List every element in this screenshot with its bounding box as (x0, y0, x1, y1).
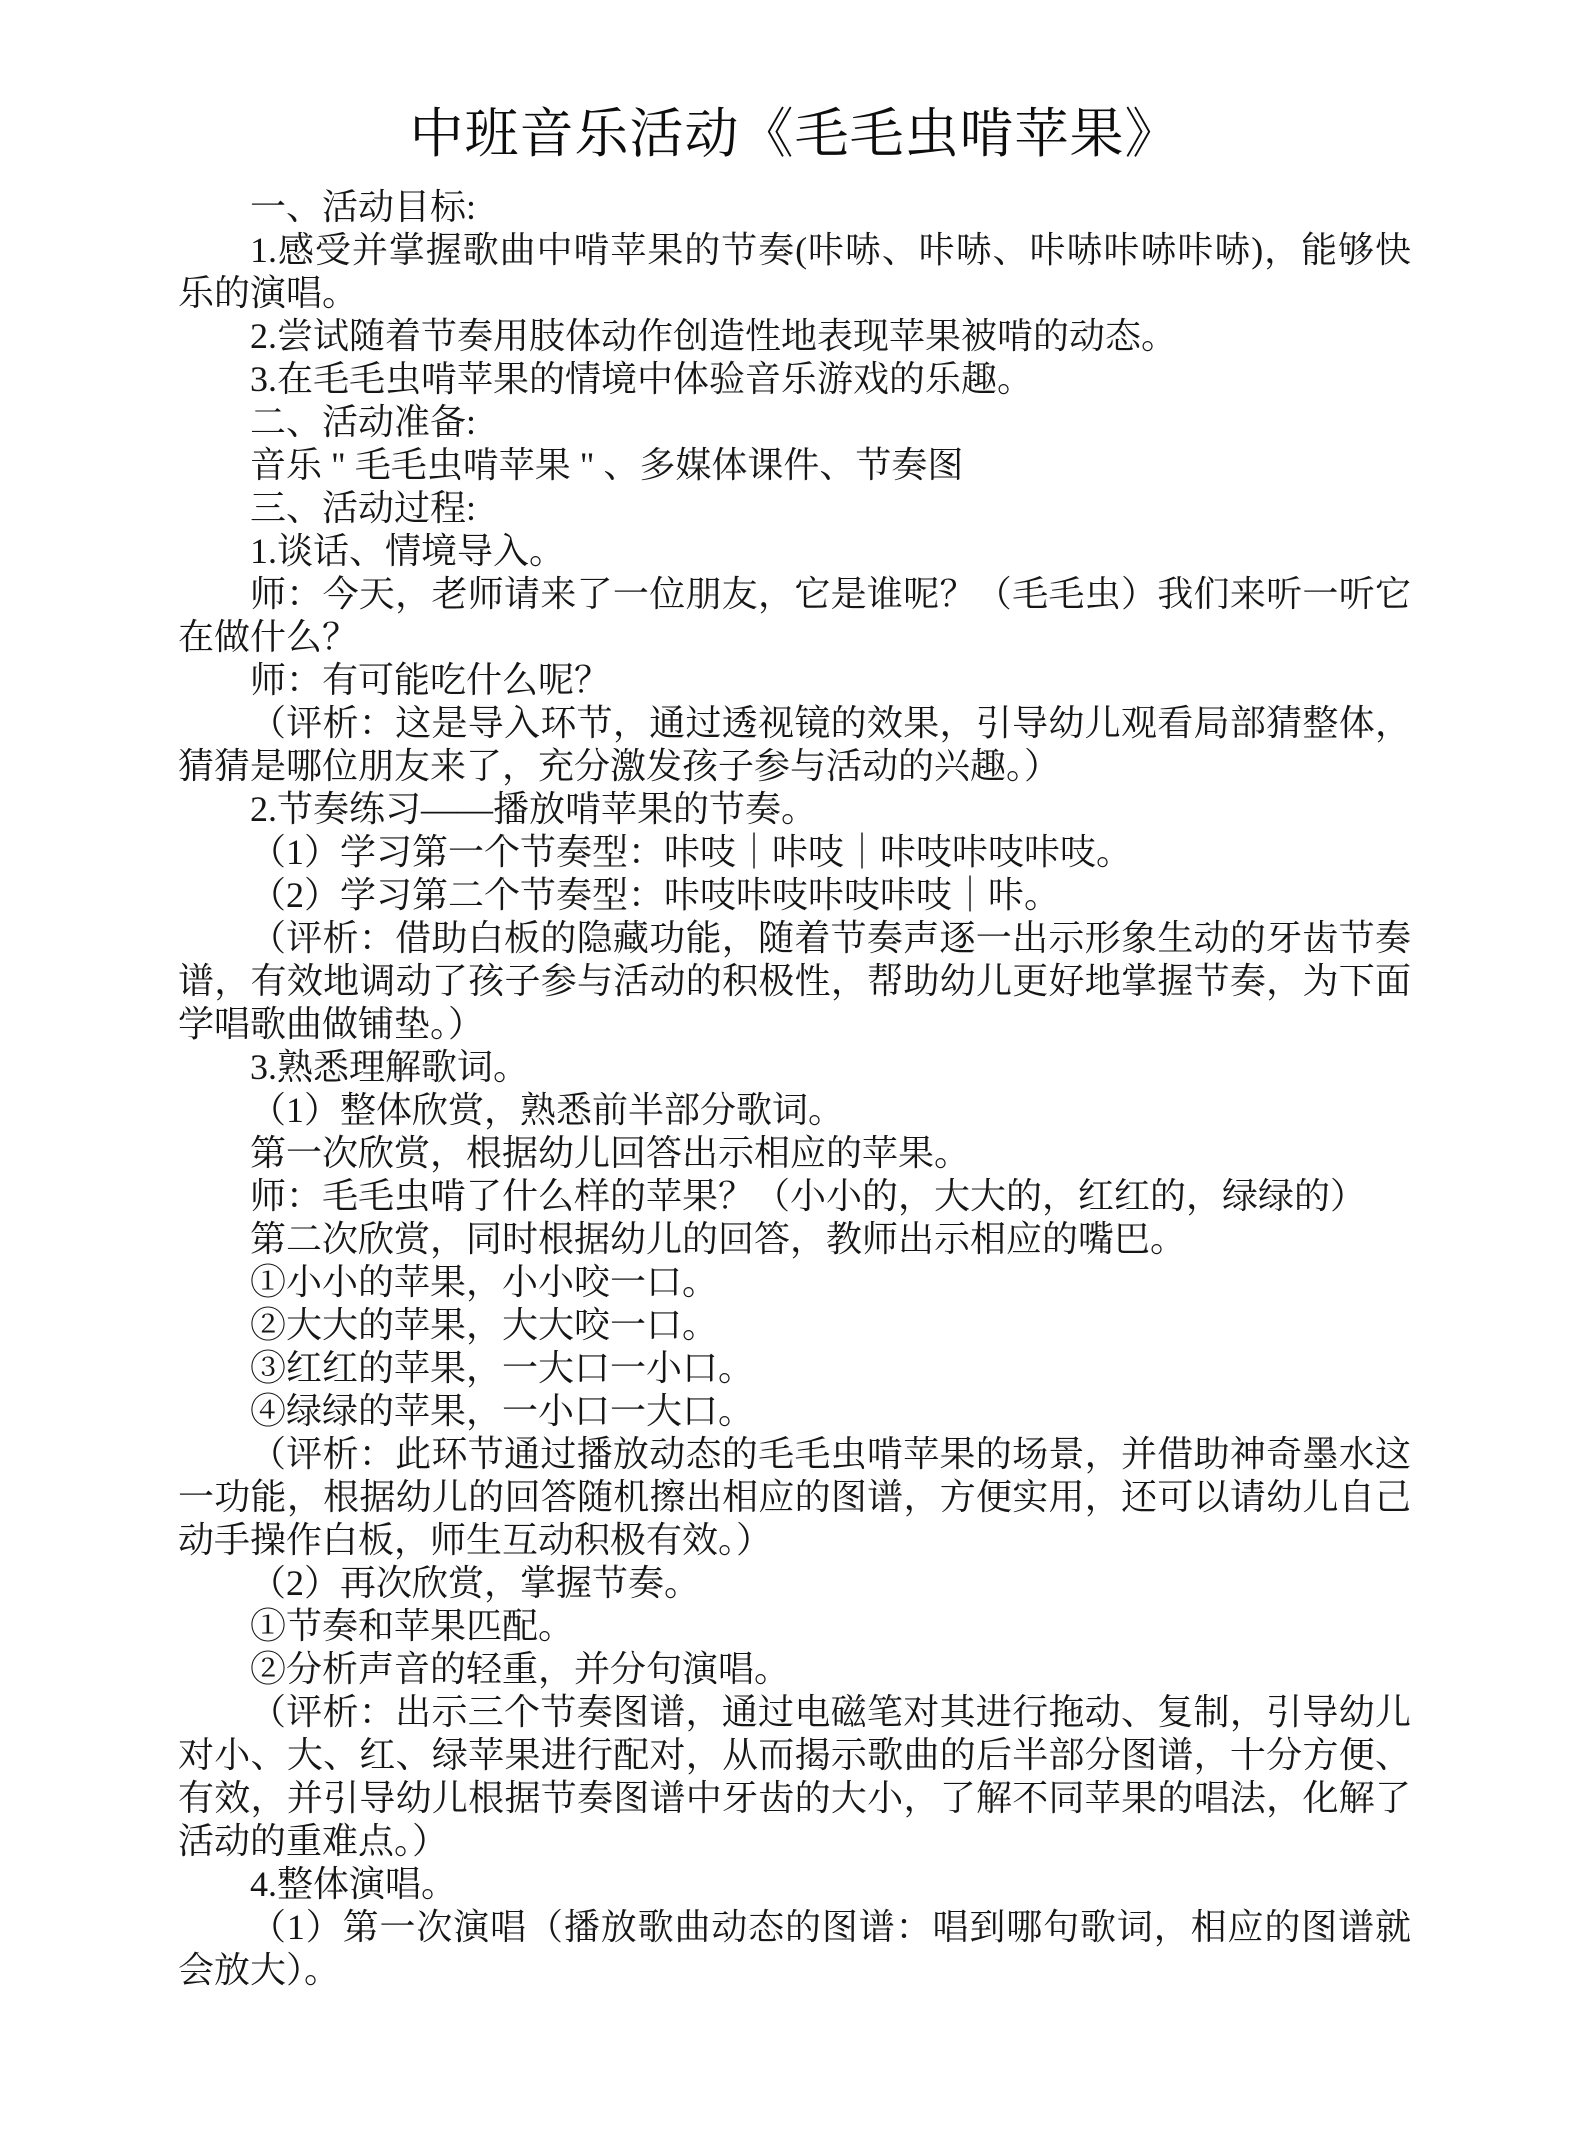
paragraph: 师：有可能吃什么呢？ (250, 660, 611, 700)
paragraph: （评析：借助白板的隐藏功能，随着节奏声逐一出示形象生动的牙齿节奏谱，有效地调动了孩子参与活动的积极性，帮助幼儿更好地掌握节奏，为下面学唱歌曲做铺垫。） (178, 918, 1411, 1044)
paragraph: 师：今天，老师请来了一位朋友，它是谁呢？（毛毛虫）我们来听一听它在做什么？ (178, 574, 1411, 657)
paragraph: （评析：此环节通过播放动态的毛毛虫啃苹果的场景，并借助神奇墨水这一功能，根据幼儿的回答随机擦出相应的图谱，方便实用，还可以请幼儿自己动手操作白板，师生互动积极有效。） (178, 1434, 1411, 1560)
paragraph: 二、活动准备: (250, 402, 477, 442)
paragraph: ④绿绿的苹果，一小口一大口。 (250, 1391, 755, 1431)
paragraph: 2.尝试随着节奏用肢体动作创造性地表现苹果被啃的动态。 (250, 316, 1178, 356)
paragraph: （1）学习第一个节奏型：咔吱｜咔吱｜咔吱咔吱咔吱。 (250, 832, 1133, 872)
paragraph: 第二次欣赏，同时根据幼儿的回答，教师出示相应的嘴巴。 (250, 1219, 1187, 1259)
document-title: 中班音乐活动《毛毛虫啃苹果》 (409, 104, 1180, 164)
paragraph: 师：毛毛虫啃了什么样的苹果？（小小的，大大的，红红的，绿绿的） (250, 1176, 1367, 1216)
paragraph: 第一次欣赏，根据幼儿回答出示相应的苹果。 (250, 1133, 971, 1173)
paragraph: （1）整体欣赏，熟悉前半部分歌词。 (250, 1090, 845, 1130)
paragraph: ③红红的苹果，一大口一小口。 (250, 1348, 755, 1388)
paragraph: 3.在毛毛虫啃苹果的情境中体验音乐游戏的乐趣。 (250, 359, 1034, 399)
paragraph: 4.整体演唱。 (250, 1864, 458, 1904)
paragraph: 1.感受并掌握歌曲中啃苹果的节奏(咔哧、咔哧、咔哧咔哧咔哧)，能够快乐的演唱。 (178, 230, 1411, 313)
paragraph: （评析：出示三个节奏图谱，通过电磁笔对其进行拖动、复制，引导幼儿对小、大、红、绿苹果进行配对，从而揭示歌曲的后半部分图谱，十分方便、有效，并引导幼儿根据节奏图谱中牙齿的大小，了解不同苹果的唱法，化解了活动的重难点。） (178, 1692, 1411, 1861)
paragraph: 音乐 " 毛毛虫啃苹果 " 、多媒体课件、节奏图 (250, 445, 964, 485)
document-body (178, 186, 1411, 1992)
paragraph: 3.熟悉理解歌词。 (250, 1047, 530, 1087)
paragraph: 1.谈话、情境导入。 (250, 531, 566, 571)
paragraph: （2）学习第二个节奏型：咔吱咔吱咔吱咔吱｜咔。 (250, 875, 1061, 915)
paragraph: 2.节奏练习——播放啃苹果的节奏。 (250, 789, 818, 829)
paragraph: 三、活动过程: (250, 488, 477, 528)
paragraph: ②分析声音的轻重，并分句演唱。 (250, 1649, 791, 1689)
paragraph: ②大大的苹果，大大咬一口。 (250, 1305, 719, 1345)
paragraph: （1）第一次演唱（播放歌曲动态的图谱：唱到哪句歌词，相应的图谱就会放大）。 (178, 1907, 1411, 1990)
paragraph: ①小小的苹果，小小咬一口。 (250, 1262, 719, 1302)
paragraph: 一、活动目标: (250, 187, 477, 227)
paragraph: （2）再次欣赏，掌握节奏。 (250, 1563, 701, 1603)
paragraph: （评析：这是导入环节，通过透视镜的效果，引导幼儿观看局部猜整体，猜猜是哪位朋友来了，充分激发孩子参与活动的兴趣。） (178, 703, 1411, 786)
paragraph: ①节奏和苹果匹配。 (250, 1606, 575, 1646)
